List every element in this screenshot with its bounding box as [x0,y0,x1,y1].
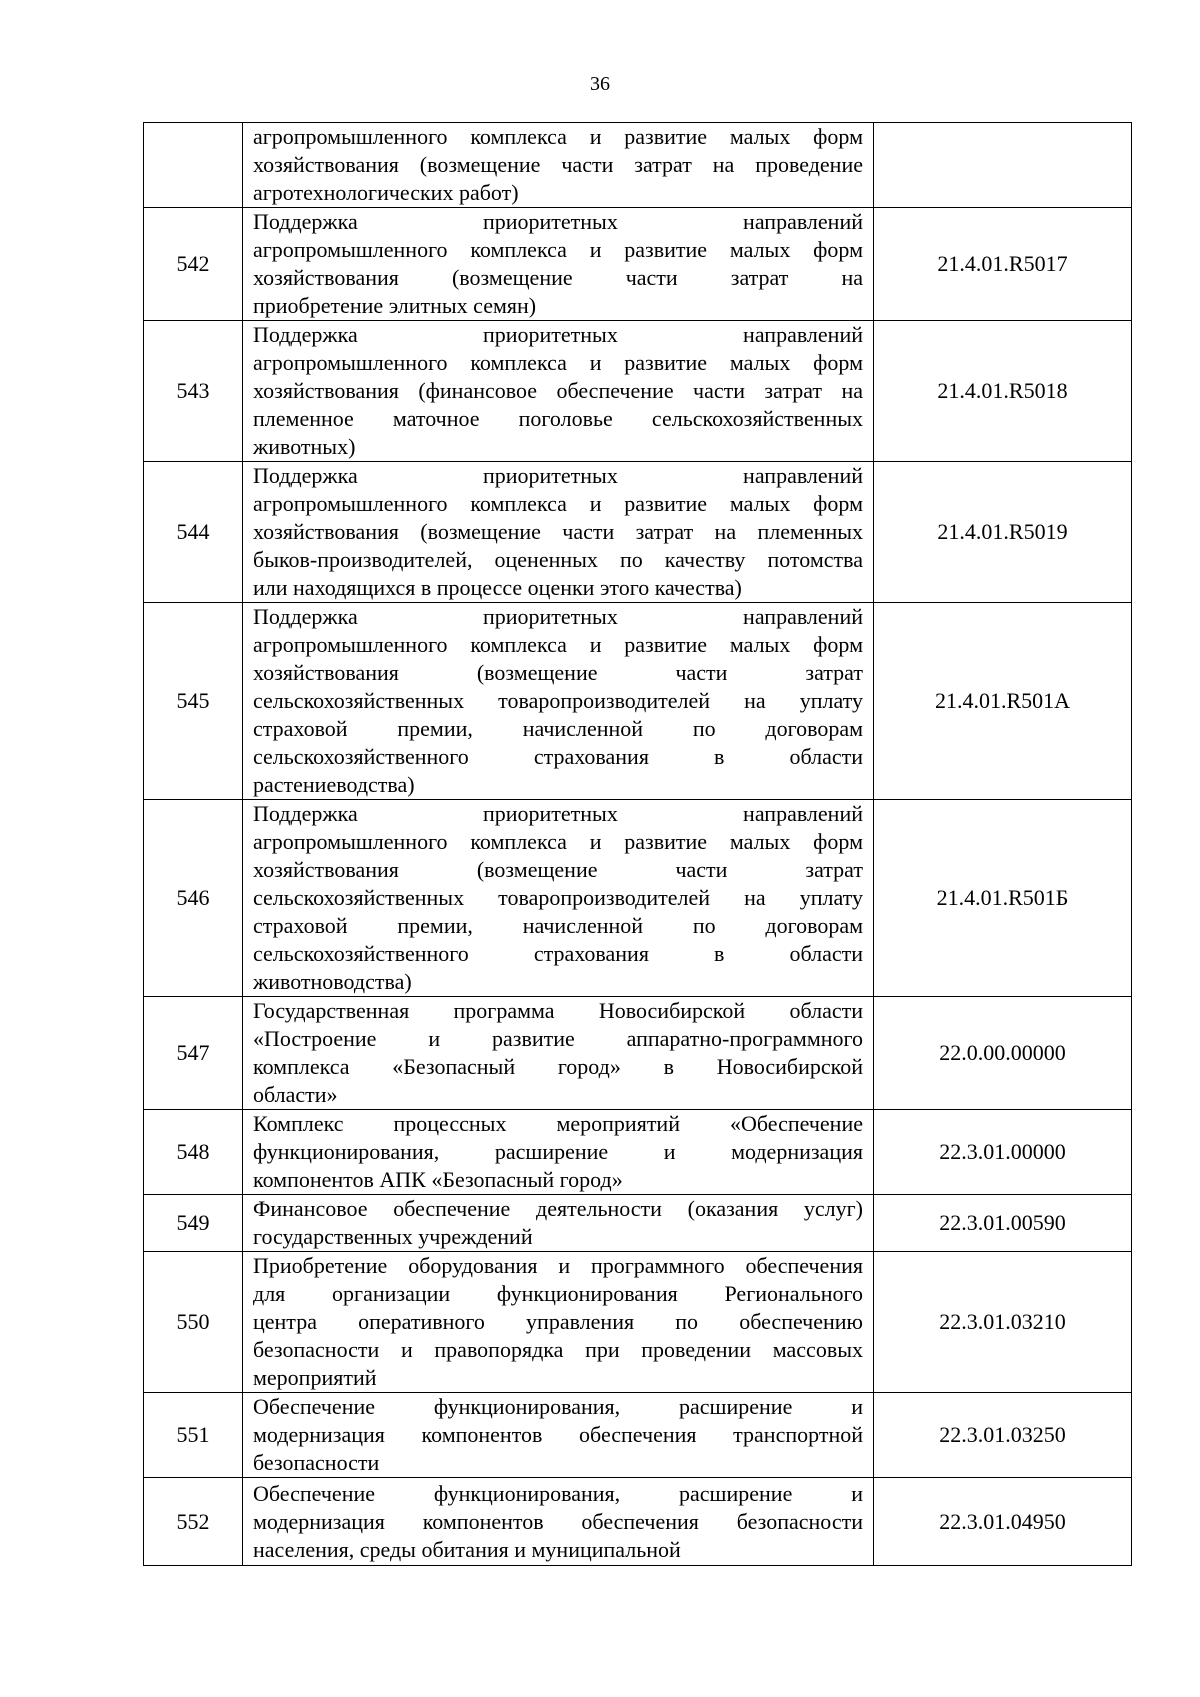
table-row [144,1393,1132,1478]
row-name-line: хозяйствования (возмещение части затрат на племенных [253,519,863,544]
row-name-line: Обеспечение функционирования, расширение и [253,1480,863,1506]
table-row [144,462,1132,603]
row-code [874,123,1132,208]
row-name-line: страховой премии, начисленной по договорам [253,913,863,938]
row-number: 549 [144,1195,243,1252]
row-name-line: агропромышленного комплекса и развитие малых форм [253,491,863,516]
table-row [144,1252,1132,1393]
row-number [144,123,243,208]
row-name-line: хозяйствования (возмещение части затрат [253,857,863,882]
row-name-line: компонентов АПК «Безопасный город» [253,1167,623,1192]
row-code: 22.3.01.03210 [874,1252,1132,1393]
row-name [243,603,874,800]
row-name-line: агротехнологических работ) [253,180,519,205]
row-name-line: хозяйствования (возмещение части затрат на [253,265,863,290]
row-number: 545 [144,603,243,800]
row-name [243,123,874,208]
row-name [243,321,874,462]
row-number: 547 [144,997,243,1110]
row-name-line: растениеводства) [253,772,415,797]
row-number: 551 [144,1393,243,1478]
row-name-line: племенное маточное поголовье сельскохозяйственных [253,406,863,431]
row-name [243,1195,874,1252]
row-number: 550 [144,1252,243,1393]
row-name-line: «Построение и развитие аппаратно-программного [253,1026,863,1051]
row-name-line: Комплекс процессных мероприятий «Обеспечение [253,1111,863,1136]
row-name-line: хозяйствования (возмещение части затрат [253,660,863,685]
row-number: 542 [144,208,243,321]
row-name-line: приобретение элитных семян) [253,293,537,318]
row-name-line: Обеспечение функционирования, расширение и [253,1394,863,1419]
row-name [243,1110,874,1195]
row-name-line: хозяйствования (финансовое обеспечение части затрат на [253,378,863,403]
row-name-line: государственных учреждений [253,1224,533,1249]
table-row [144,208,1132,321]
row-code: 22.0.00.00000 [874,997,1132,1110]
row-name-line: сельскохозяйственных товаропроизводителей на уплату [253,688,863,713]
row-name-line: агропромышленного комплекса и развитие малых форм [253,350,863,375]
row-name-line: Поддержка приоритетных направлений [253,801,863,826]
row-name-line: животноводства) [253,969,412,994]
table-row [144,321,1132,462]
table-body [144,123,1132,1566]
row-name-line: мероприятий [253,1365,377,1390]
row-name-line: безопасности и правопорядка при проведении массовых [253,1337,863,1362]
row-number: 544 [144,462,243,603]
page-number: 36 [590,73,610,95]
row-code: 22.3.01.03250 [874,1393,1132,1478]
row-number: 546 [144,800,243,997]
row-name-line: Поддержка приоритетных направлений [253,463,863,488]
table-row [144,800,1132,997]
row-name-line: Поддержка приоритетных направлений [253,209,863,234]
table-row [144,123,1132,208]
row-name [243,208,874,321]
row-name-line: сельскохозяйственного страхования в области [253,744,863,769]
row-name [243,1393,874,1478]
row-number: 548 [144,1110,243,1195]
row-number: 543 [144,321,243,462]
row-name-line: модернизация компонентов обеспечения транспортной [253,1422,863,1447]
row-name [243,800,874,997]
table-row [144,997,1132,1110]
budget-classification-table [143,122,1132,1566]
row-name-line: быков-производителей, оцененных по качеству потомства [253,547,863,572]
row-name-line: функционирования, расширение и модернизация [253,1139,863,1164]
row-name-line: Поддержка приоритетных направлений [253,322,863,347]
row-name-line: страховой премии, начисленной по договорам [253,716,863,741]
row-name-line: Приобретение оборудования и программного обеспечения [253,1253,863,1278]
table-row [144,1110,1132,1195]
row-name-line: Финансовое обеспечение деятельности (оказания услуг) [253,1196,863,1221]
row-name-line: безопасности [253,1450,380,1475]
row-name-line: Поддержка приоритетных направлений [253,604,863,629]
row-code: 21.4.01.R501А [874,603,1132,800]
row-code: 21.4.01.R5017 [874,208,1132,321]
row-name [243,1478,874,1566]
table-row [144,1195,1132,1252]
row-name-line: сельскохозяйственного страхования в области [253,941,863,966]
row-name-line: агропромышленного комплекса и развитие малых форм [253,632,863,657]
row-name-line: модернизация компонентов обеспечения безопасности [253,1508,863,1534]
row-name-line: хозяйствования (возмещение части затрат на проведение [253,152,863,177]
row-name-line: агропромышленного комплекса и развитие малых форм [253,829,863,854]
row-code: 21.4.01.R501Б [874,800,1132,997]
row-name-line: животных) [253,434,356,459]
row-name-line: сельскохозяйственных товаропроизводителей на уплату [253,885,863,910]
row-name-line: агропромышленного комплекса и развитие малых форм [253,237,863,262]
row-name-line: Государственная программа Новосибирской области [253,998,863,1023]
row-name-line: населения, среды обитания и муниципальной [253,1536,681,1562]
row-code: 21.4.01.R5018 [874,321,1132,462]
row-name [243,1252,874,1393]
row-code: 22.3.01.00000 [874,1110,1132,1195]
row-name [243,997,874,1110]
row-name-line: центра оперативного управления по обеспечению [253,1309,863,1334]
row-number: 552 [144,1478,243,1566]
row-code: 22.3.01.00590 [874,1195,1132,1252]
row-name-line: области» [253,1082,338,1107]
table-row [144,1478,1132,1566]
row-name-line: или находящихся в процессе оценки этого качества) [253,575,742,600]
row-name-line: агропромышленного комплекса и развитие малых форм [253,124,863,149]
row-code: 22.3.01.04950 [874,1478,1132,1566]
row-name-line: для организации функционирования Регионального [253,1281,863,1306]
table-row [144,603,1132,800]
row-code: 21.4.01.R5019 [874,462,1132,603]
row-name-line: комплекса «Безопасный город» в Новосибирской [253,1054,863,1079]
row-name [243,462,874,603]
